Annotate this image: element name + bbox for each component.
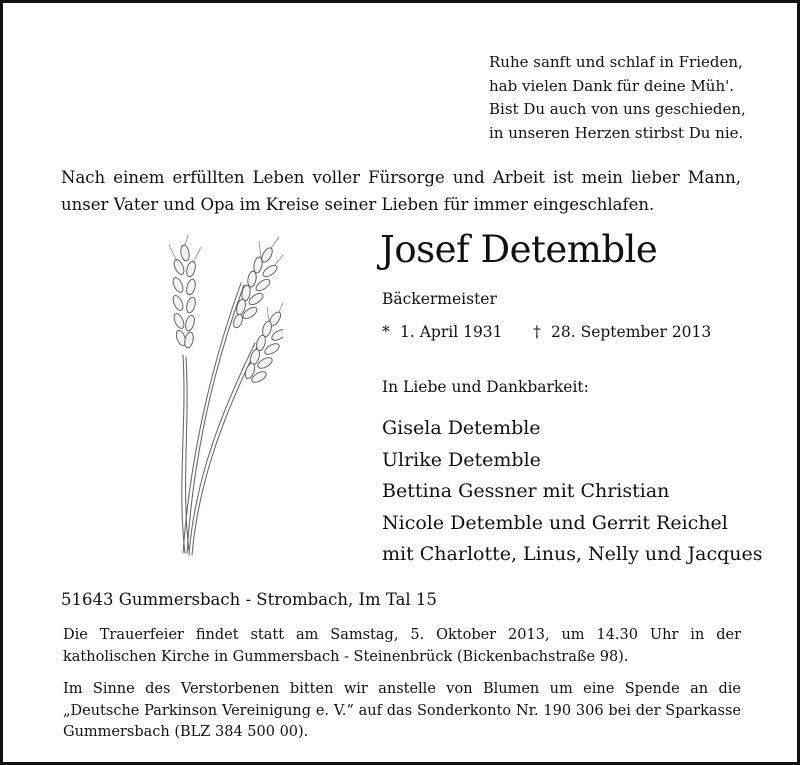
mourner-name: Nicole Detemble und Gerrit Reichel [382,511,728,534]
death-symbol: † [533,323,541,341]
poem-line: Bist Du auch von uns geschieden, [489,100,746,118]
deceased-name: Josef Detemble [380,228,658,271]
intro-text [61,164,741,218]
mourner-name: Ulrike Detemble [382,448,541,471]
mourners-list [382,413,763,571]
birth-date-line [382,321,503,343]
mourner-name: Gisela Detemble [382,417,541,439]
address: 51643 Gummersbach - Strombach, Im Tal 15 [61,590,437,609]
poem-line: in unseren Herzen stirbst Du nie. [489,123,744,142]
funeral-info: Die Trauerfeier findet statt am Samstag, 5. Oktober 2013, um 14.30 Uhr in der katholischen Kirche in Gummersbach - Steinenbrück (Bickenbachstraße 98). [63,627,741,665]
donation-line: Im Sinne des Verstorbenen bitten wir anstelle von Blumen um eine Spende an die [63,681,741,697]
profession: Bäckermeister [382,290,497,308]
mourner-name: mit Charlotte, Linus, Nelly und Jacques [382,543,763,565]
poem [489,51,746,145]
donation-line: „Deutsche Parkinson Vereinigung e. V.“ auf das Sonderkonto Nr. 190 306 bei der Sparkasse [63,702,741,719]
donation-info [63,679,741,744]
mourners-heading: In Liebe und Dankbarkeit: [382,378,589,396]
birth-date: 1. April 1931 [400,323,503,341]
death-date-line [533,321,711,343]
poem-line: Ruhe sanft und schlaf in Frieden, [489,53,743,71]
death-date: 28. September 2013 [551,323,712,341]
birth-symbol: * [382,323,390,341]
donation-line: Gummersbach (BLZ 384 500 00). [63,724,309,740]
wheat-stalks-icon [155,235,283,557]
mourner-name: Bettina Gessner mit Christian [382,480,670,502]
intro-line: Nach einem erfüllten Leben voller Fürsorge und Arbeit ist mein lieber Mann, [61,168,741,187]
intro-line: unser Vater und Opa im Kreise seiner Lieben für immer eingeschlafen. [61,195,655,214]
poem-line: hab vielen Dank für deine Müh'. [489,76,735,95]
